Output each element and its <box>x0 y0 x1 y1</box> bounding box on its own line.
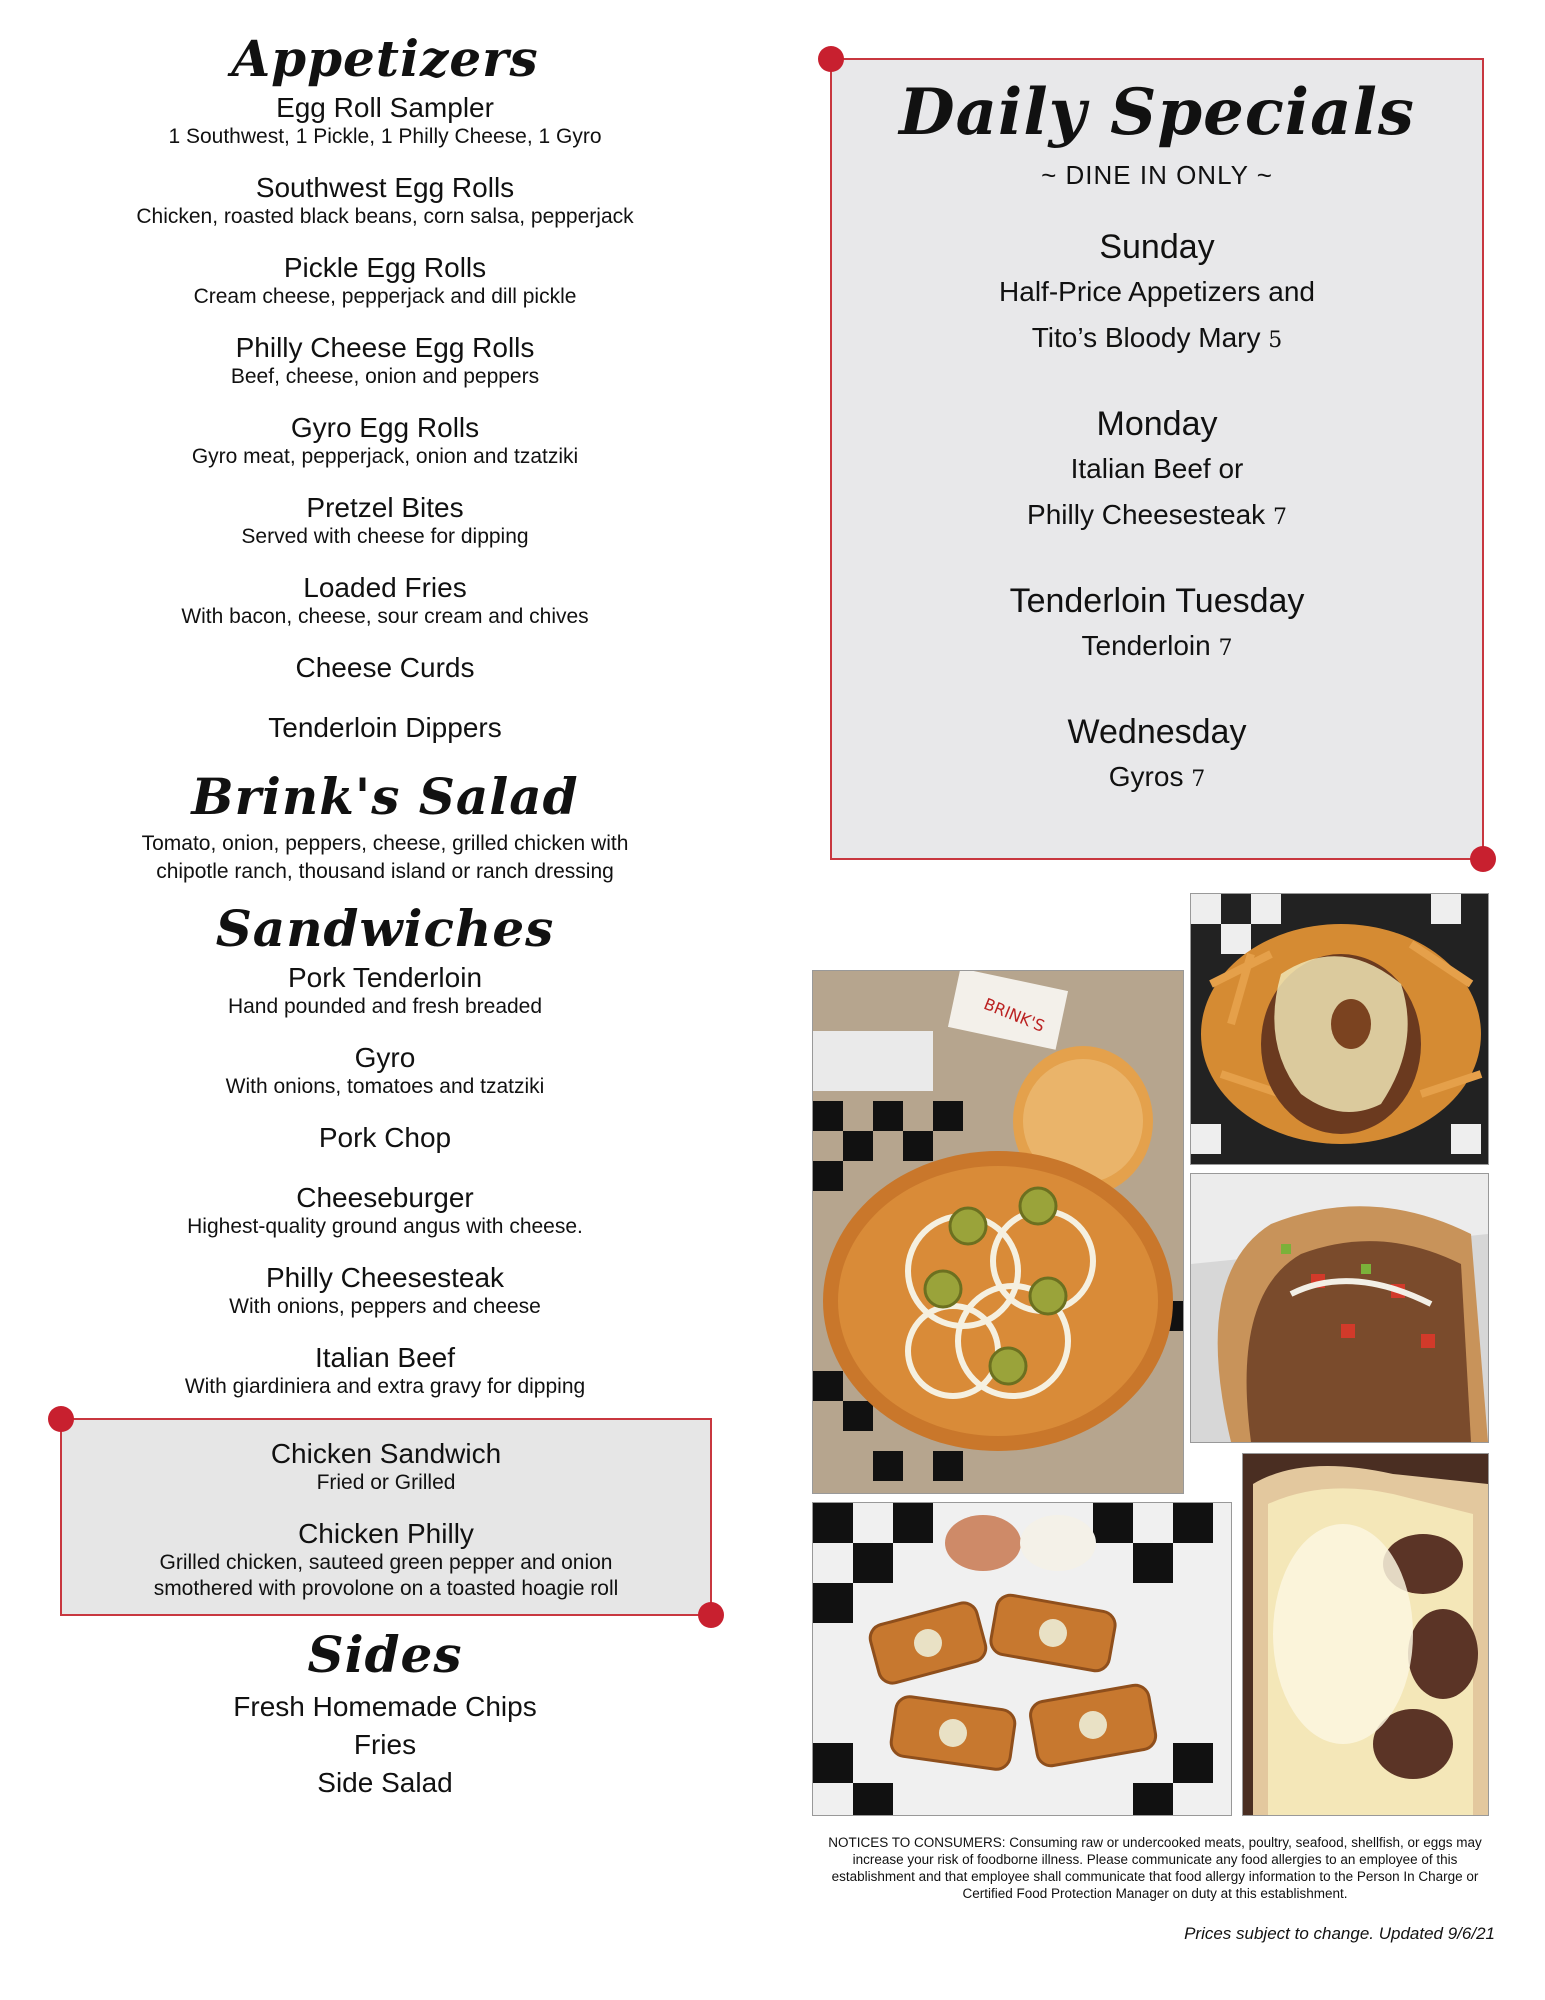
item-desc: Fried or Grilled <box>316 1471 456 1494</box>
menu-item <box>50 1262 720 1320</box>
salad-title: Brink's Salad <box>191 767 579 826</box>
menu-item <box>62 1518 710 1602</box>
sandwiches-list <box>50 962 720 1616</box>
dine-in-only-label: ~ DINE IN ONLY ~ <box>1041 160 1273 191</box>
special-line <box>832 754 1482 803</box>
corner-dot-decoration <box>818 46 844 72</box>
corner-dot-decoration <box>48 1406 74 1432</box>
special-price: 7 <box>1191 767 1206 793</box>
item-name: Cheeseburger <box>296 1182 474 1213</box>
item-desc: With onions, tomatoes and tzatziki <box>225 1075 545 1098</box>
item-name: Chicken Philly <box>298 1518 474 1549</box>
item-desc: Served with cheese for dipping <box>241 525 529 548</box>
corner-dot-decoration <box>698 1602 724 1628</box>
daily-specials-panel <box>830 58 1484 860</box>
featured-chicken-box <box>60 1418 712 1616</box>
specials-title: Daily Specials <box>899 75 1415 150</box>
side-item: Fries <box>353 1729 417 1760</box>
menu-item <box>50 412 720 470</box>
menu-item <box>62 1438 710 1496</box>
sides-list <box>50 1688 720 1802</box>
item-desc: With onions, peppers and cheese <box>229 1295 541 1318</box>
item-name: Philly Cheesesteak <box>265 1262 505 1293</box>
gyro-photo <box>1190 1173 1489 1443</box>
day-name: Sunday <box>1099 228 1215 267</box>
menu-item <box>50 332 720 390</box>
tenderloin-photo <box>812 970 1184 1494</box>
item-name: Pork Chop <box>318 1122 452 1153</box>
salad-desc <box>50 830 720 886</box>
consumer-notice: NOTICES TO CONSUMERS: Consuming raw or undercooked meats, poultry, seafood, shellfish, or eggs may increase your risk of foodborne illness. Please communicate any food allergies to an employee of this establishment and that employee shall communicate that food allergy information to the Person In Charge or Certified Food Protection Manager on duty at this establishment. <box>828 1835 1482 1901</box>
fries-photo <box>1190 893 1489 1165</box>
menu-item <box>50 962 720 1020</box>
item-name: Southwest Egg Rolls <box>255 172 515 203</box>
special-item: Gyros <box>1108 761 1184 793</box>
special-day <box>832 402 1482 541</box>
item-desc: Gyro meat, pepperjack, onion and tzatziki <box>191 445 579 468</box>
special-price: 7 <box>1218 636 1233 662</box>
menu-item <box>50 92 720 150</box>
sandwiches-title: Sandwiches <box>215 899 555 958</box>
item-desc: With giardiniera and extra gravy for dipping <box>184 1375 586 1398</box>
side-item: Fresh Homemade Chips <box>233 1691 537 1722</box>
item-desc: Hand pounded and fresh breaded <box>227 995 543 1018</box>
egg-rolls-photo <box>812 1502 1232 1816</box>
item-desc: Chicken, roasted black beans, corn salsa, pepperjack <box>136 205 634 228</box>
philly-photo <box>1242 1453 1489 1816</box>
menu-item <box>50 1342 720 1400</box>
item-name: Egg Roll Sampler <box>276 92 494 123</box>
item-name: Pork Tenderloin <box>287 962 483 993</box>
item-name: Cheese Curds <box>295 652 475 683</box>
special-line: Half-Price Appetizers and <box>999 276 1315 308</box>
menu-item <box>50 1182 720 1240</box>
salad-desc-line: chipotle ranch, thousand island or ranch dressing <box>156 860 614 883</box>
menu-left-column <box>50 20 720 1802</box>
item-name: Italian Beef <box>314 1342 456 1373</box>
item-desc: With bacon, cheese, sour cream and chives <box>181 605 589 628</box>
special-price: 5 <box>1268 328 1283 354</box>
item-desc: Highest-quality ground angus with cheese. <box>187 1215 583 1238</box>
box-brand-text: BRINK'S <box>981 994 1048 1036</box>
menu-item <box>50 252 720 310</box>
menu-item <box>50 492 720 550</box>
special-day <box>832 579 1482 672</box>
item-name: Philly Cheese Egg Rolls <box>235 332 535 363</box>
special-price: 7 <box>1272 505 1287 531</box>
special-line <box>832 492 1482 541</box>
special-item: Tito’s Bloody Mary <box>1031 322 1261 354</box>
day-name: Tenderloin Tuesday <box>1009 582 1305 621</box>
special-line <box>832 623 1482 672</box>
special-day <box>832 225 1482 364</box>
item-name: Gyro Egg Rolls <box>290 412 480 443</box>
item-name: Pickle Egg Rolls <box>283 252 487 283</box>
item-name: Tenderloin Dippers <box>268 712 502 743</box>
item-desc: Grilled chicken, sauteed green pepper and onion <box>159 1551 613 1574</box>
item-name: Chicken Sandwich <box>270 1438 502 1469</box>
menu-item <box>50 172 720 230</box>
item-name: Loaded Fries <box>303 572 467 603</box>
day-name: Wednesday <box>1067 713 1247 752</box>
special-item: Philly Cheesesteak <box>1027 499 1266 531</box>
prices-updated-note: Prices subject to change. Updated 9/6/21 <box>1184 1924 1495 1943</box>
item-desc: Beef, cheese, onion and peppers <box>230 365 540 388</box>
item-desc: Cream cheese, pepperjack and dill pickle <box>193 285 577 308</box>
appetizers-title: Appetizers <box>231 29 539 88</box>
sides-title: Sides <box>307 1625 463 1684</box>
side-item: Side Salad <box>317 1767 453 1798</box>
special-line <box>832 315 1482 364</box>
salad-desc-line: Tomato, onion, peppers, cheese, grilled chicken with <box>141 832 629 855</box>
item-name: Gyro <box>354 1042 416 1073</box>
item-desc: smothered with provolone on a toasted hoagie roll <box>153 1577 619 1600</box>
corner-dot-decoration <box>1470 846 1496 872</box>
day-name: Monday <box>1096 405 1218 444</box>
special-item: Tenderloin <box>1081 630 1211 662</box>
item-name: Pretzel Bites <box>306 492 464 523</box>
appetizers-list <box>50 92 720 744</box>
special-day <box>832 710 1482 803</box>
item-desc: 1 Southwest, 1 Pickle, 1 Philly Cheese, 1 Gyro <box>168 125 602 148</box>
menu-item <box>50 1042 720 1100</box>
special-line: Italian Beef or <box>1070 453 1244 485</box>
menu-item <box>50 572 720 630</box>
